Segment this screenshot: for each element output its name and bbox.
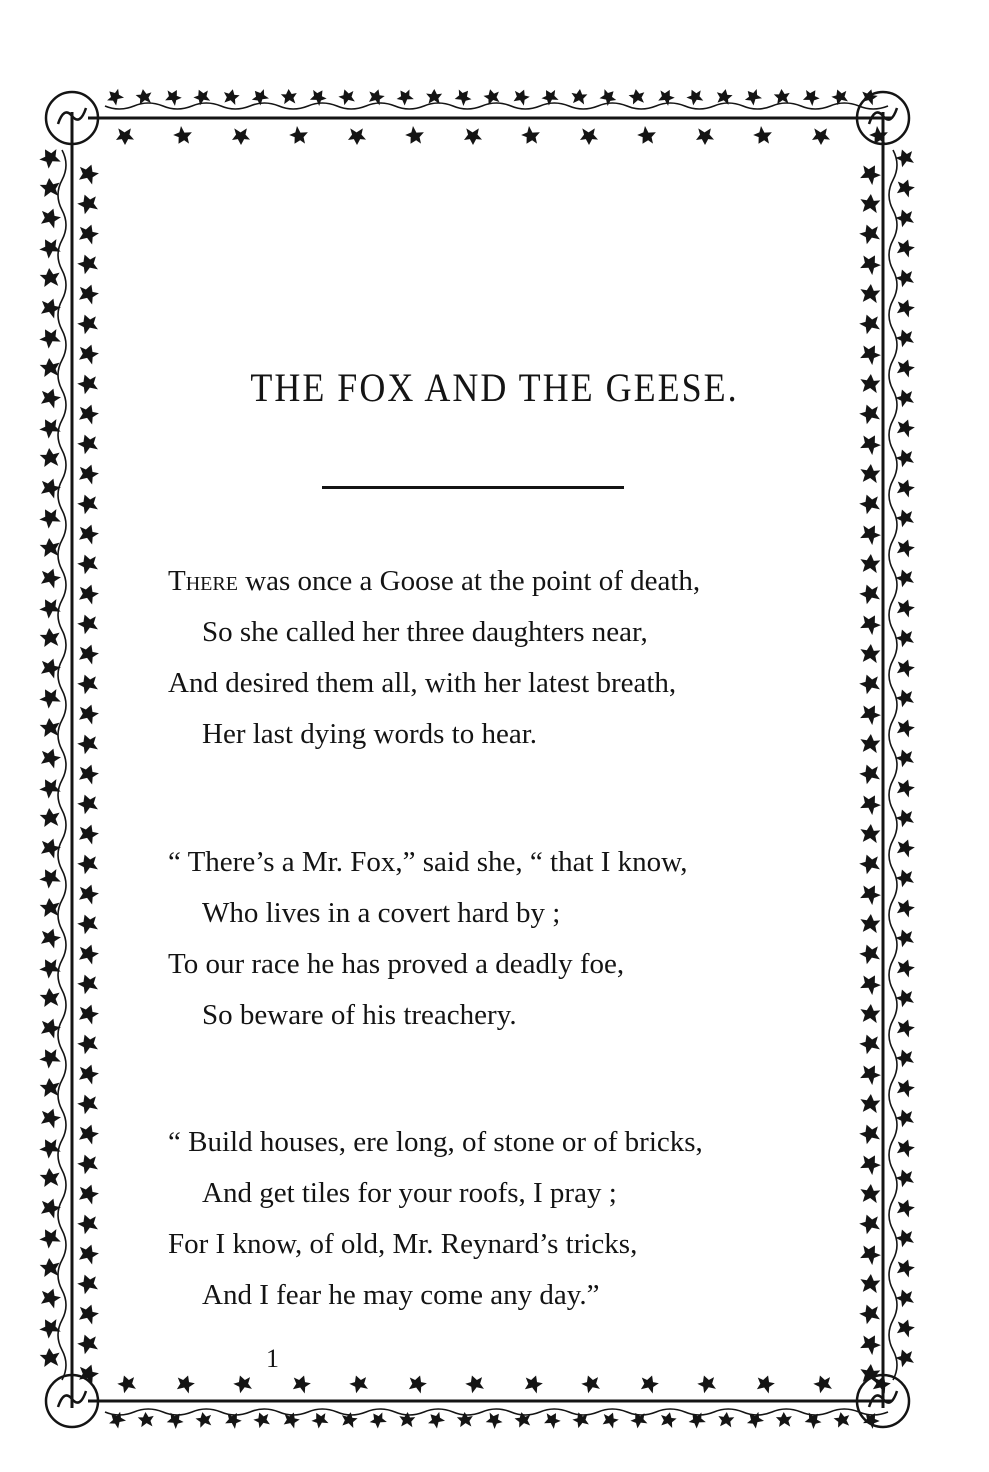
ivy-leaf-icon xyxy=(453,86,475,108)
ivy-leaf-icon xyxy=(857,1060,884,1086)
ivy-leaf-icon xyxy=(38,655,63,679)
stanza-1 xyxy=(168,556,828,760)
ivy-leaf-icon xyxy=(38,925,63,949)
ivy-leaf-icon xyxy=(776,1412,793,1427)
ivy-leaf-icon xyxy=(38,295,63,319)
ivy-leaf-icon xyxy=(894,776,917,798)
ivy-leaf-icon xyxy=(39,627,61,647)
ivy-leaf-icon xyxy=(36,324,63,350)
ivy-leaf-icon xyxy=(195,1411,214,1429)
ivy-leaf-icon xyxy=(857,581,882,605)
ivy-leaf-icon xyxy=(75,731,100,755)
ivy-leaf-icon xyxy=(859,193,881,213)
ivy-leaf-icon xyxy=(75,671,100,695)
ivy-leaf-icon xyxy=(833,1411,851,1428)
ivy-leaf-icon xyxy=(857,790,884,816)
ivy-leaf-icon xyxy=(290,1372,313,1394)
ivy-leaf-icon xyxy=(39,267,61,287)
ivy-leaf-icon xyxy=(859,643,881,663)
ivy-leaf-icon xyxy=(857,1031,882,1055)
ivy-leaf-icon xyxy=(39,1257,61,1277)
ivy-leaf-icon xyxy=(801,86,822,107)
ivy-leaf-icon xyxy=(857,1211,882,1235)
ivy-leaf-icon xyxy=(39,177,61,197)
ivy-leaf-icon xyxy=(638,1372,661,1394)
ivy-leaf-icon xyxy=(75,551,100,575)
ivy-leaf-icon xyxy=(39,717,61,737)
ivy-leaf-icon xyxy=(857,160,884,186)
ivy-leaf-icon xyxy=(252,1410,272,1429)
ivy-leaf-icon xyxy=(76,221,101,245)
ivy-leaf-icon xyxy=(36,144,63,170)
ivy-leaf-icon xyxy=(695,1372,718,1394)
stanza-2 xyxy=(168,837,828,1041)
ivy-leaf-icon xyxy=(894,296,917,318)
ivy-leaf-icon xyxy=(859,823,881,843)
ivy-leaf-icon xyxy=(857,700,884,726)
ivy-leaf-icon xyxy=(857,761,882,785)
ivy-leaf-icon xyxy=(542,1409,563,1430)
stanza-3 xyxy=(168,1117,828,1321)
ivy-leaf-icon xyxy=(39,447,61,467)
ivy-leaf-icon xyxy=(519,125,543,148)
ivy-leaf-icon xyxy=(742,86,764,108)
stanza-2-line-4: So beware of his treachery. xyxy=(202,999,517,1031)
ivy-leaf-icon xyxy=(38,745,63,769)
ivy-leaf-icon xyxy=(39,1077,61,1097)
stanza-3-line-2: And get tiles for your roofs, I pray ; xyxy=(202,1177,617,1209)
ivy-leaf-icon xyxy=(894,1016,917,1038)
ivy-leaf-icon xyxy=(75,851,100,875)
ivy-leaf-icon xyxy=(684,86,705,106)
stanza-2-line-2: Who lives in a covert hard by ; xyxy=(202,897,561,929)
ivy-leaf-icon xyxy=(857,671,882,695)
ivy-leaf-icon xyxy=(75,971,100,995)
ivy-leaf-icon xyxy=(894,476,917,498)
ivy-leaf-icon xyxy=(857,1301,882,1325)
ivy-leaf-icon xyxy=(628,88,646,105)
ivy-leaf-icon xyxy=(76,161,101,185)
ivy-leaf-icon xyxy=(39,987,61,1007)
ivy-leaf-icon xyxy=(36,1044,63,1070)
ivy-leaf-icon xyxy=(635,125,659,148)
stanza-1-line-3: And desired them all, with her latest breath, xyxy=(168,667,677,699)
ivy-leaf-icon xyxy=(135,88,153,105)
ivy-leaf-icon xyxy=(36,684,63,710)
ivy-leaf-icon xyxy=(859,283,881,303)
ivy-leaf-icon xyxy=(894,656,917,678)
ivy-leaf-icon xyxy=(754,1372,777,1394)
ivy-leaf-icon xyxy=(36,1224,63,1250)
ivy-leaf-icon xyxy=(696,128,714,145)
ivy-leaf-icon xyxy=(287,125,311,148)
ivy-leaf-icon xyxy=(894,1196,917,1218)
ivy-leaf-icon xyxy=(857,1330,884,1356)
ivy-leaf-icon xyxy=(75,1271,100,1295)
ivy-leaf-icon xyxy=(426,89,443,104)
ivy-leaf-icon xyxy=(859,1093,881,1113)
ivy-leaf-icon xyxy=(803,1409,825,1431)
ivy-leaf-icon xyxy=(39,807,61,827)
ivy-leaf-icon xyxy=(36,504,63,530)
ivy-leaf-icon xyxy=(75,1211,100,1235)
stanza-3-line-1: “ Build houses, ere long, of stone or of bricks, xyxy=(168,1126,703,1158)
ivy-leaf-icon xyxy=(281,89,298,105)
ivy-leaf-icon xyxy=(75,1031,100,1055)
stanza-3-line-4: And I fear he may come any day.” xyxy=(202,1279,600,1311)
ivy-leaf-icon xyxy=(38,475,63,499)
ivy-leaf-icon xyxy=(857,311,882,335)
ivy-leaf-icon xyxy=(811,1372,834,1394)
ivy-leaf-icon xyxy=(76,1121,101,1145)
ivy-leaf-icon xyxy=(75,1151,100,1175)
ivy-leaf-icon xyxy=(36,864,63,890)
ivy-leaf-icon xyxy=(38,835,63,859)
ivy-leaf-icon xyxy=(163,86,184,107)
ivy-leaf-icon xyxy=(75,311,100,335)
line-text: was once a Goose at the point of death, xyxy=(237,565,701,597)
ivy-leaf-icon xyxy=(857,250,884,276)
ivy-leaf-icon xyxy=(859,463,881,483)
ivy-leaf-icon xyxy=(857,941,882,965)
ivy-leaf-icon xyxy=(717,1411,734,1427)
ivy-leaf-icon xyxy=(628,1409,649,1429)
ivy-leaf-icon xyxy=(659,1410,678,1428)
ivy-leaf-icon xyxy=(894,836,917,858)
vine-stem xyxy=(105,103,888,109)
ivy-leaf-icon xyxy=(75,1331,100,1355)
ivy-leaf-icon xyxy=(76,821,101,845)
ivy-leaf-icon xyxy=(137,1411,154,1427)
ivy-leaf-icon xyxy=(464,128,482,145)
ivy-leaf-icon xyxy=(859,1003,881,1023)
ivy-leaf-icon xyxy=(857,221,882,245)
ivy-leaf-icon xyxy=(76,701,101,725)
ivy-leaf-icon xyxy=(75,431,100,455)
ivy-leaf-icon xyxy=(580,128,598,145)
ivy-leaf-icon xyxy=(76,1181,101,1205)
ivy-leaf-icon xyxy=(859,553,881,573)
ivy-leaf-icon xyxy=(309,1409,330,1430)
ivy-leaf-icon xyxy=(76,941,101,965)
ivy-leaf-icon xyxy=(39,1167,61,1187)
ivy-leaf-icon xyxy=(857,610,884,636)
ivy-leaf-icon xyxy=(857,520,884,546)
ivy-leaf-icon xyxy=(857,1240,884,1266)
ivy-leaf-icon xyxy=(39,897,61,917)
ivy-leaf-icon xyxy=(38,1105,63,1129)
ivy-leaf-icon xyxy=(571,1410,591,1429)
ivy-leaf-icon xyxy=(367,1409,389,1430)
ivy-leaf-icon xyxy=(115,1372,138,1394)
ivy-leaf-icon xyxy=(75,1091,100,1115)
stanza-2-line-1: “ There’s a Mr. Fox,” said she, “ that I know, xyxy=(168,846,688,878)
ivy-leaf-icon xyxy=(857,880,884,906)
ivy-leaf-icon xyxy=(857,430,884,456)
ivy-leaf-icon xyxy=(894,596,917,618)
ivy-leaf-icon xyxy=(75,611,100,635)
ivy-leaf-icon xyxy=(116,128,134,145)
ivy-leaf-icon xyxy=(76,521,101,545)
ivy-leaf-icon xyxy=(104,86,126,108)
ivy-leaf-icon xyxy=(76,1001,101,1025)
ivy-leaf-icon xyxy=(859,733,881,753)
ivy-leaf-icon xyxy=(894,716,917,738)
ivy-leaf-icon xyxy=(579,1372,602,1394)
vine-stem xyxy=(889,150,897,1380)
ivy-leaf-icon xyxy=(231,1372,254,1394)
ivy-leaf-icon xyxy=(857,1150,884,1176)
ivy-leaf-icon xyxy=(894,1316,917,1338)
ivy-leaf-icon xyxy=(223,1409,244,1430)
ivy-leaf-icon xyxy=(76,641,101,665)
poem-title: THE FOX AND THE GEESE. xyxy=(250,365,739,410)
ivy-leaf-icon xyxy=(76,581,101,605)
ivy-leaf-icon xyxy=(38,1195,63,1219)
ivy-leaf-icon xyxy=(348,128,366,145)
ivy-leaf-icon xyxy=(347,1372,370,1394)
ivy-leaf-icon xyxy=(76,761,101,785)
ivy-leaf-icon xyxy=(76,341,101,365)
ivy-leaf-icon xyxy=(894,956,917,978)
ivy-leaf-icon xyxy=(894,176,917,198)
ivy-leaf-icon xyxy=(522,1372,545,1394)
stanza-2-line-3: To our race he has proved a deadly foe, xyxy=(168,948,625,980)
ivy-leaf-icon xyxy=(394,86,416,107)
ivy-leaf-icon xyxy=(75,191,100,215)
ivy-leaf-icon xyxy=(894,896,917,918)
ivy-leaf-icon xyxy=(38,1015,63,1039)
vine-stem xyxy=(58,150,66,1380)
stanza-1-line-1 xyxy=(168,556,828,607)
ivy-leaf-icon xyxy=(76,881,101,905)
ivy-leaf-icon xyxy=(894,1076,917,1098)
ivy-leaf-icon xyxy=(859,913,881,933)
ivy-leaf-icon xyxy=(857,340,884,366)
ivy-leaf-icon xyxy=(75,911,100,935)
ivy-leaf-icon xyxy=(463,1372,486,1394)
ivy-leaf-icon xyxy=(511,87,532,107)
ivy-leaf-icon xyxy=(171,125,195,148)
ivy-leaf-icon xyxy=(773,88,790,104)
ivy-leaf-icon xyxy=(406,1372,429,1394)
page-number: 1 xyxy=(266,1344,279,1373)
stanza-3-line-3: For I know, of old, Mr. Reynard’s tricks, xyxy=(168,1228,638,1260)
ivy-leaf-icon xyxy=(857,851,882,875)
ivy-leaf-icon xyxy=(75,491,100,515)
ivy-leaf-icon xyxy=(857,970,884,996)
ivy-leaf-icon xyxy=(39,1347,61,1367)
ivy-leaf-icon xyxy=(222,87,241,105)
ivy-leaf-icon xyxy=(570,88,588,105)
stanza-1-line-2: So she called her three daughters near, xyxy=(202,616,648,648)
ivy-leaf-icon xyxy=(425,1409,447,1431)
ivy-leaf-icon xyxy=(859,1183,881,1203)
ivy-leaf-icon xyxy=(600,1410,620,1430)
ivy-leaf-icon xyxy=(337,87,357,106)
vine-stem xyxy=(105,1409,888,1415)
ivy-leaf-icon xyxy=(281,1410,301,1430)
ivy-leaf-icon xyxy=(39,537,61,557)
ivy-leaf-icon xyxy=(38,1285,63,1309)
ivy-leaf-icon xyxy=(174,1372,197,1394)
ivy-leaf-icon xyxy=(75,791,100,815)
ivy-leaf-icon xyxy=(812,128,830,145)
ivy-leaf-icon xyxy=(894,1256,917,1278)
ivy-leaf-icon xyxy=(484,1409,506,1431)
ivy-leaf-icon xyxy=(75,251,100,275)
ivy-leaf-icon xyxy=(76,1061,101,1085)
ivy-leaf-icon xyxy=(38,205,63,229)
ivy-leaf-icon xyxy=(857,1121,882,1145)
ivy-leaf-icon xyxy=(751,125,775,148)
ivy-leaf-icon xyxy=(894,236,917,258)
ivy-leaf-icon xyxy=(76,461,101,485)
ivy-leaf-icon xyxy=(686,1409,708,1430)
ivy-leaf-icon xyxy=(894,536,917,558)
ivy-leaf-icon xyxy=(403,125,427,148)
ivy-leaf-icon xyxy=(232,128,250,145)
ivy-leaf-icon xyxy=(76,1241,101,1265)
stanza-1-line-4: Her last dying words to hear. xyxy=(202,718,538,750)
title-divider xyxy=(322,486,624,489)
ivy-leaf-icon xyxy=(859,1273,881,1293)
ivy-leaf-icon xyxy=(165,1409,187,1430)
drop-word: There xyxy=(168,565,238,597)
ivy-leaf-icon xyxy=(744,1409,766,1431)
ivy-leaf-icon xyxy=(106,1409,128,1431)
ivy-leaf-icon xyxy=(38,565,63,589)
ivy-leaf-icon xyxy=(894,1136,917,1158)
ivy-leaf-icon xyxy=(76,281,101,305)
ivy-leaf-icon xyxy=(857,491,882,515)
ivy-leaf-icon xyxy=(76,1301,101,1325)
ivy-leaf-icon xyxy=(894,416,917,438)
